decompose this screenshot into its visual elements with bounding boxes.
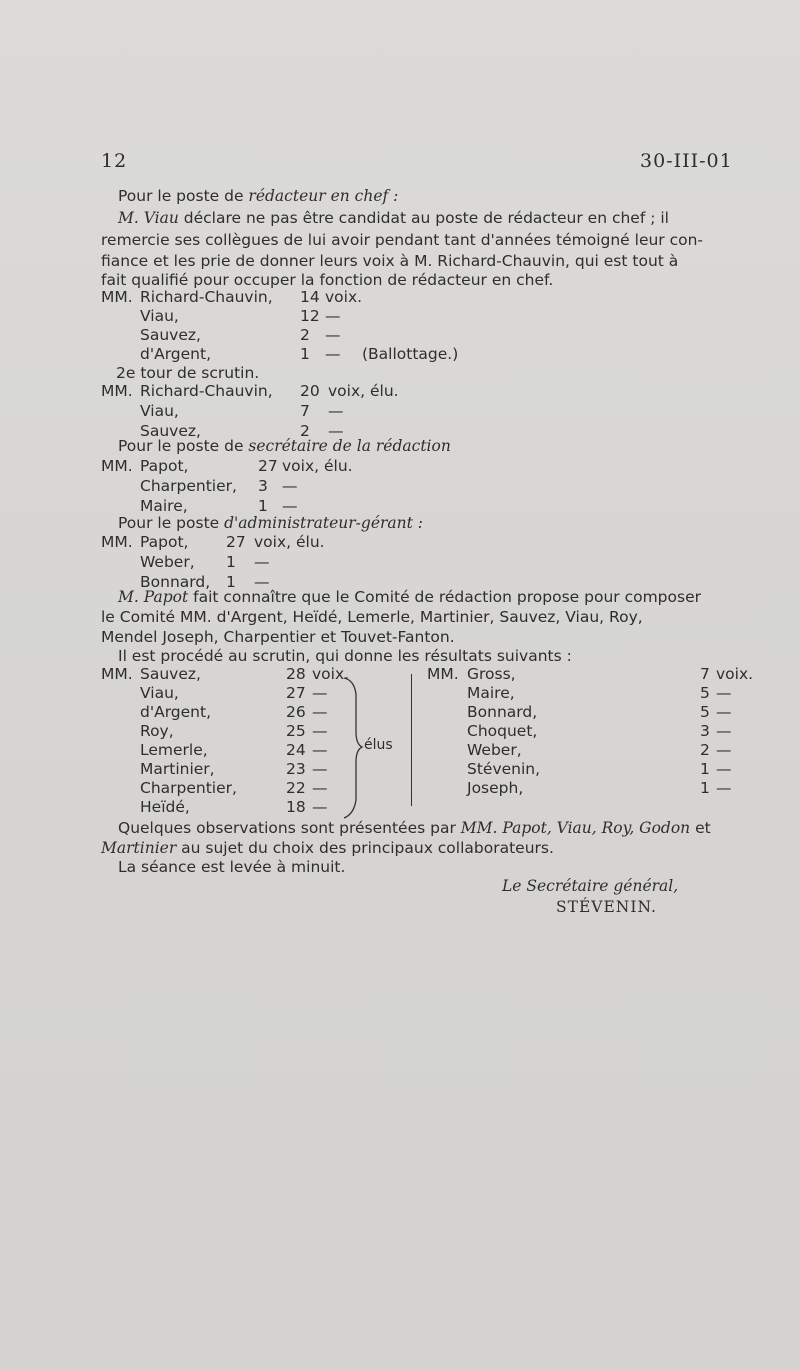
elus-brace [342, 672, 364, 822]
paragraph-line: remercie ses collègues de lui avoir pendant tant d'années témoigné leur con- [101, 231, 704, 249]
mm-prefix: MM. [427, 665, 459, 683]
candidate-name: Martinier, [140, 760, 215, 778]
round2-label: 2e tour de scrutin. [116, 364, 260, 382]
section-heading: Pour le poste d'administrateur-gérant : [118, 514, 424, 532]
paragraph-line: fait qualifié pour occuper la fonction de rédacteur en chef. [101, 271, 554, 289]
vote-count: 27 [226, 533, 246, 551]
vote-note: (Ballottage.) [362, 345, 459, 363]
candidate-name: Papot, [140, 533, 189, 551]
vote-count: 20 [300, 382, 320, 400]
paragraph-line: fiance et les prie de donner leurs voix à M. Richard-Chauvin, qui est tout à [101, 252, 679, 270]
vote-unit: — [716, 779, 732, 797]
vote-unit: — [325, 307, 341, 325]
vote-unit: — [254, 553, 270, 571]
candidate-name: Viau, [140, 684, 179, 702]
mm-prefix: MM. [101, 382, 133, 400]
vote-count: 2 [700, 741, 710, 759]
paragraph-line: Quelques observations sont présentées par MM. Papot, Viau, Roy, Godon et [118, 819, 711, 837]
candidate-name: Papot, [140, 457, 189, 475]
candidate-name: Choquet, [467, 722, 538, 740]
vote-count: 5 [700, 684, 710, 702]
candidate-name: Maire, [467, 684, 515, 702]
vote-unit: — [312, 798, 328, 816]
vote-unit: — [312, 779, 328, 797]
candidate-name: d'Argent, [140, 345, 212, 363]
candidate-name: d'Argent, [140, 703, 212, 721]
vote-unit: — [716, 703, 732, 721]
column-divider [411, 674, 412, 806]
vote-count: 25 [286, 722, 306, 740]
candidate-name: Heïdé, [140, 798, 190, 816]
paragraph-line: M. Papot fait connaître que le Comité de rédaction propose pour composer [118, 588, 701, 606]
candidate-name: Sauvez, [140, 665, 201, 683]
vote-unit: — [325, 345, 341, 363]
candidate-name: Charpentier, [140, 779, 237, 797]
vote-count: 1 [226, 553, 236, 571]
candidate-name: Sauvez, [140, 422, 201, 440]
vote-count: 28 [286, 665, 306, 683]
vote-unit: — [328, 422, 344, 440]
candidate-name: Gross, [467, 665, 516, 683]
vote-unit: — [312, 703, 328, 721]
paragraph-line: M. Viau déclare ne pas être candidat au poste de rédacteur en chef ; il [118, 209, 669, 227]
candidate-name: Bonnard, [140, 573, 211, 591]
signature-name: STÉVENIN. [556, 898, 657, 916]
vote-count: 3 [700, 722, 710, 740]
candidate-name: Roy, [140, 722, 174, 740]
vote-unit: voix. [312, 665, 350, 683]
vote-count: 7 [700, 665, 710, 683]
page-date: 30-III-01 [640, 150, 733, 172]
vote-count: 1 [258, 497, 268, 515]
elus-label: élus [364, 737, 393, 753]
vote-count: 22 [286, 779, 306, 797]
vote-unit: — [328, 402, 344, 420]
vote-unit: voix, élu. [254, 533, 325, 551]
paragraph-line: Mendel Joseph, Charpentier et Touvet-Fanton. [101, 628, 455, 646]
vote-unit: voix, élu. [328, 382, 399, 400]
vote-count: 1 [300, 345, 310, 363]
candidate-name: Bonnard, [467, 703, 538, 721]
candidate-name: Viau, [140, 402, 179, 420]
vote-count: 24 [286, 741, 306, 759]
page-number: 12 [101, 150, 128, 172]
vote-unit: voix, élu. [282, 457, 353, 475]
vote-unit: — [716, 684, 732, 702]
vote-count: 5 [700, 703, 710, 721]
paragraph-line: Il est procédé au scrutin, qui donne les résultats suivants : [118, 647, 572, 665]
vote-unit: voix. [325, 288, 363, 306]
candidate-name: Lemerle, [140, 741, 208, 759]
mm-prefix: MM. [101, 288, 133, 306]
vote-count: 27 [286, 684, 306, 702]
candidate-name: Viau, [140, 307, 179, 325]
signature-title: Le Secrétaire général, [502, 877, 679, 895]
vote-unit: — [312, 684, 328, 702]
vote-unit: — [325, 326, 341, 344]
vote-count: 1 [226, 573, 236, 591]
candidate-name: Weber, [140, 553, 195, 571]
section-heading: Pour le poste de rédacteur en chef : [118, 187, 399, 205]
vote-unit: — [312, 741, 328, 759]
vote-unit: — [282, 477, 298, 495]
vote-count: 26 [286, 703, 306, 721]
paragraph-line: le Comité MM. d'Argent, Heïdé, Lemerle, Martinier, Sauvez, Viau, Roy, [101, 608, 643, 626]
mm-prefix: MM. [101, 457, 133, 475]
vote-count: 18 [286, 798, 306, 816]
candidate-name: Richard-Chauvin, [140, 288, 273, 306]
candidate-name: Maire, [140, 497, 188, 515]
vote-count: 1 [700, 779, 710, 797]
vote-count: 12 [300, 307, 320, 325]
candidate-name: Stévenin, [467, 760, 541, 778]
vote-count: 3 [258, 477, 268, 495]
vote-unit: — [716, 741, 732, 759]
candidate-name: Charpentier, [140, 477, 237, 495]
vote-unit: — [282, 497, 298, 515]
vote-unit: voix. [716, 665, 754, 683]
vote-count: 14 [300, 288, 320, 306]
paragraph-line: Martinier au sujet du choix des principaux collaborateurs. [101, 839, 554, 857]
paragraph-line: La séance est levée à minuit. [118, 858, 346, 876]
vote-count: 1 [700, 760, 710, 778]
candidate-name: Richard-Chauvin, [140, 382, 273, 400]
vote-unit: — [312, 722, 328, 740]
mm-prefix: MM. [101, 665, 133, 683]
vote-count: 2 [300, 326, 310, 344]
mm-prefix: MM. [101, 533, 133, 551]
candidate-name: Weber, [467, 741, 522, 759]
vote-unit: — [254, 573, 270, 591]
vote-count: 7 [300, 402, 310, 420]
vote-count: 27 [258, 457, 278, 475]
vote-unit: — [312, 760, 328, 778]
vote-count: 2 [300, 422, 310, 440]
vote-unit: — [716, 760, 732, 778]
section-heading: Pour le poste de secrétaire de la rédaction [118, 437, 451, 455]
vote-count: 23 [286, 760, 306, 778]
vote-unit: — [716, 722, 732, 740]
candidate-name: Sauvez, [140, 326, 201, 344]
candidate-name: Joseph, [467, 779, 524, 797]
